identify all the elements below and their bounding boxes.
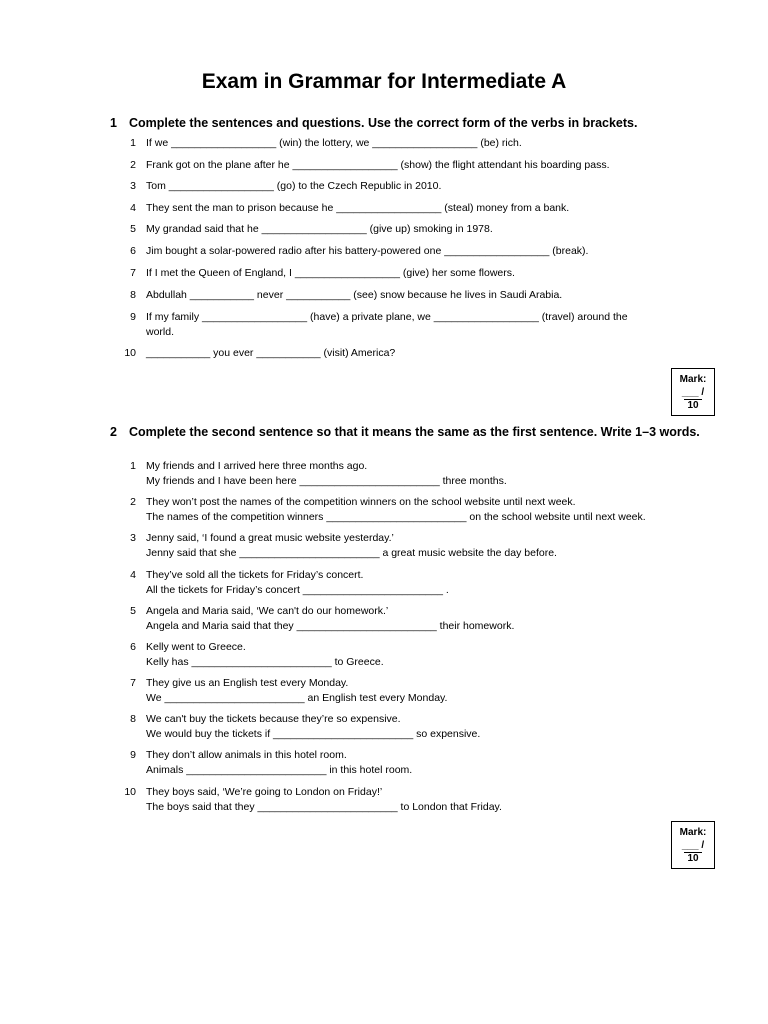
item-number: 7 [130,267,136,279]
section-number: 1 [110,116,117,130]
item-number: 9 [130,311,136,323]
item-number: 7 [130,677,136,689]
item-text: They boys said, ‘We’re going to London on Friday!’ The boys said that they ________________________ to London that Friday. [146,786,502,813]
page-title: Exam in Grammar for Intermediate A [201,70,567,93]
item-text: They sent the man to prison because he __________________ (steal) money from a bank. [146,202,570,214]
item-number: 8 [130,713,136,725]
section-number: 2 [110,425,117,439]
item-number: 9 [130,749,136,761]
item-text: If we __________________ (win) the lottery, we __________________ (be) rich. [146,137,522,149]
section-instruction: Complete the second sentence so that it means the same as the first sentence. Write 1–3 words. [129,425,700,439]
item-number: 8 [130,289,136,301]
item-number: 10 [124,347,136,359]
item-number: 1 [130,137,136,149]
item-number: 2 [130,159,136,171]
item-text: Jenny said, ‘I found a great music website yesterday.’ Jenny said that she ________________________ a great music website the day before. [146,532,557,559]
item-text: They don’t allow animals in this hotel room. Animals ________________________ in this hotel room. [146,749,413,776]
item-text: If I met the Queen of England, I __________________ (give) her some flowers. [146,267,515,279]
mark-total: 10 [684,852,701,866]
item-number: 6 [130,641,136,653]
item-number: 5 [130,223,136,235]
mark-score: ___ / [681,386,705,398]
item-text: My grandad said that he __________________ (give up) smoking in 1978. [146,223,493,235]
item-text: If my family __________________ (have) a private plane, we __________________ (travel) around the world. [146,311,628,338]
mark-box [671,821,715,869]
section-instruction: Complete the sentences and questions. Use the correct form of the verbs in brackets. [129,116,638,130]
item-number: 5 [130,605,136,617]
mark-box [671,368,715,416]
item-number: 10 [124,786,136,798]
item-text: Angela and Maria said, ‘We can't do our homework.’ Angela and Maria said that they ________________________ their homework. [146,605,515,632]
item-text: They’ve sold all the tickets for Friday’s concert. All the tickets for Friday’s concert ________________________ . [146,569,449,596]
mark-total: 10 [684,399,701,413]
item-number: 3 [130,532,136,544]
item-text: Abdullah ___________ never ___________ (see) snow because he lives in Saudi Arabia. [146,289,563,301]
item-text: They won’t post the names of the competition winners on the school website until next week. The names of the competition winners ________________________ on the school website until next week. [146,496,646,523]
item-text: My friends and I arrived here three months ago. My friends and I have been here ________________________ three months. [146,460,507,487]
mark-label: Mark: [679,827,707,838]
item-number: 4 [130,202,136,214]
item-text: Tom __________________ (go) to the Czech Republic in 2010. [146,180,442,192]
item-text: ___________ you ever ___________ (visit) America? [146,347,396,359]
item-number: 6 [130,245,136,257]
mark-label: Mark: [679,374,707,385]
item-number: 1 [130,460,136,472]
item-number: 4 [130,569,136,581]
item-text: Frank got on the plane after he __________________ (show) the flight attendant his boarding pass. [146,159,610,171]
item-number: 2 [130,496,136,508]
item-text: Jim bought a solar-powered radio after his battery-powered one __________________ (break). [146,245,589,257]
item-text: They give us an English test every Monday. We ________________________ an English test every Monday. [146,677,448,704]
item-text: Kelly went to Greece. Kelly has ________________________ to Greece. [146,641,384,668]
item-text: We can't buy the tickets because they’re so expensive. We would buy the tickets if ________________________ so expensive. [146,713,481,740]
item-number: 3 [130,180,136,192]
mark-score: ___ / [681,839,705,851]
